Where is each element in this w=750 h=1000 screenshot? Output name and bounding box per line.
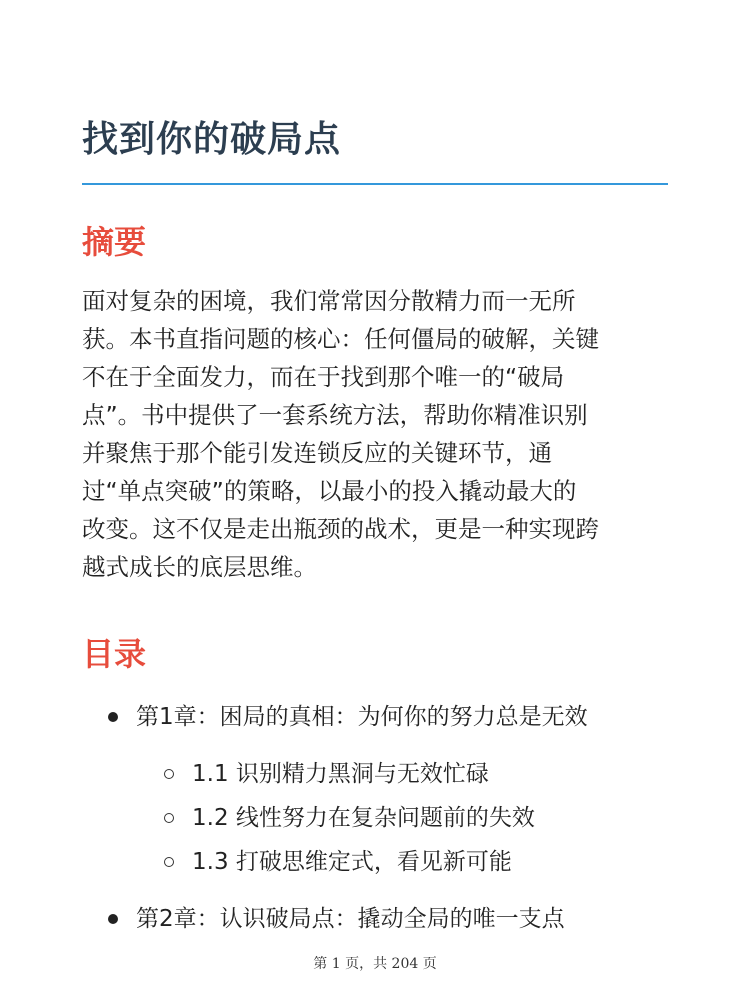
summary-line: 不在于全面发力，而在于找到那个唯一的“破局 (82, 363, 565, 391)
toc-heading: 目录 (82, 635, 147, 673)
toc-chapter-label: 第2章：认识破局点：撬动全局的唯一支点 (136, 906, 565, 932)
summary-line: 并聚焦于那个能引发连锁反应的关键环节，通 (82, 439, 552, 467)
bullet-circle-icon (164, 769, 174, 779)
page-footer: 第 1 页，共 204 页 (313, 956, 437, 972)
bullet-disc-icon (108, 712, 118, 722)
summary-line: 面对复杂的困境，我们常常因分散精力而一无所 (82, 287, 576, 315)
summary-heading: 摘要 (82, 223, 147, 261)
title-divider (82, 183, 668, 185)
document-title: 找到你的破局点 (82, 119, 342, 160)
bullet-disc-icon (108, 914, 118, 924)
summary-paragraph (82, 282, 670, 586)
bullet-circle-icon (164, 857, 174, 867)
summary-line: 点”。书中提供了一套系统方法，帮助你精准识别 (82, 401, 588, 429)
bullet-circle-icon (164, 813, 174, 823)
toc-section-label: 1.2 线性努力在复杂问题前的失效 (192, 805, 535, 831)
toc-section-label: 1.3 打破思维定式，看见新可能 (192, 849, 512, 875)
summary-line: 越式成长的底层思维。 (82, 553, 317, 581)
toc-chapter-label: 第1章：困局的真相：为何你的努力总是无效 (136, 704, 588, 730)
summary-line: 获。本书直指问题的核心：任何僵局的破解，关键 (82, 325, 599, 353)
summary-line: 改变。这不仅是走出瓶颈的战术，更是一种实现跨 (82, 515, 599, 543)
toc-section-label: 1.1 识别精力黑洞与无效忙碌 (192, 761, 489, 787)
summary-line: 过“单点突破”的策略，以最小的投入撬动最大的 (82, 477, 577, 505)
